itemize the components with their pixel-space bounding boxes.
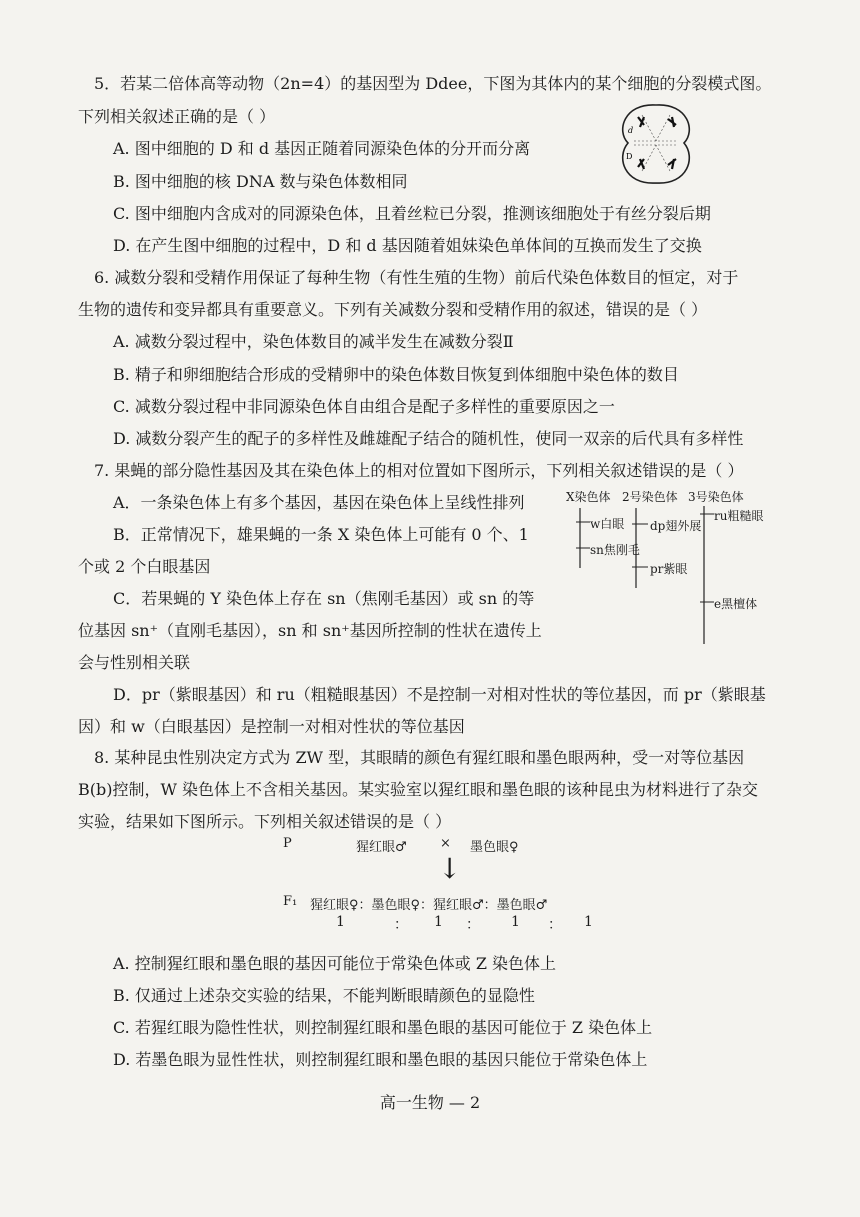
gene-label-d: d [628,126,634,135]
q8-stem-line2: B(b)控制，W 染色体上不含相关基因。某实验室以猩红眼和墨色眼的该种昆虫为材料进行了杂交 [78,780,759,799]
q7-option-d-line1: D．pr（紫眼基因）和 ru（粗糙眼基因）不是控制一对相对性状的等位基因，而 pr（紫眼基 [113,685,766,704]
q6-option-a: A. 减数分裂过程中，染色体数目的减半发生在减数分裂Ⅱ [113,332,514,351]
chrom-3-header: 3号染色体 [688,490,744,504]
gene-label-sn: sn焦刚毛 [590,543,640,557]
gene-label-e: e黑檀体 [714,597,758,611]
chrom-2-header: 2号染色体 [622,490,678,504]
ratio-sep: ： [466,917,480,933]
q8-option-a: A. 控制猩红眼和墨色眼的基因可能位于常染色体或 Z 染色体上 [113,954,557,973]
gene-label-w: w白眼 [590,517,625,531]
q6-stem-line2: 生物的遗传和变异都具有重要意义。下列有关减数分裂和受精作用的叙述，错误的是（ ） [78,300,708,319]
cell-division-diagram [614,101,698,187]
q7-stem: 7. 果蝇的部分隐性基因及其在染色体上的相对位置如下图所示，下列相关叙述错误的是（ ） [94,461,744,480]
q6-option-b: B. 精子和卵细胞结合形成的受精卵中的染色体数目恢复到体细胞中染色体的数目 [113,365,679,384]
ratio-sep: ： [394,917,408,933]
cross-arrow: ↓ [438,852,462,885]
q5-option-d: D. 在产生图中细胞的过程中，D 和 d 基因随着姐妹染色单体间的互换而发生了交换 [113,236,702,255]
gene-label-dp: dp翅外展 [650,519,702,533]
cross-diagram [0,830,860,940]
page-footer: 高一生物 — 2 [379,1093,481,1112]
cross-f1-phenotypes: 猩红眼♀：墨色眼♀：猩红眼♂：墨色眼♂ [310,898,548,913]
chrom-x-header: X染色体 [566,490,611,504]
q7-option-c-line2: 位基因 sn⁺（直刚毛基因），sn 和 sn⁺基因所控制的性状在遗传上 [78,621,542,640]
q5-stem-line1: 5．若某二倍体高等动物（2n=4）的基因型为 Ddee，下图为其体内的某个细胞的分裂模式图。 [94,74,772,93]
gene-label-pr: pr紫眼 [650,562,688,576]
q8-option-c: C. 若猩红眼为隐性性状，则控制猩红眼和墨色眼的基因可能位于 Z 染色体上 [113,1018,653,1037]
cross-p-label: P [283,836,292,851]
q8-option-d: D. 若墨色眼为显性性状，则控制猩红眼和墨色眼的基因只能位于常染色体上 [113,1050,648,1069]
cross-times: × [440,836,451,851]
q7-option-b-line1: B．正常情况下，雄果蝇的一条 X 染色体上可能有 0 个、1 [113,525,529,544]
cross-p-male: 猩红眼♂ [356,840,407,855]
ratio-value: 1 [434,914,443,930]
q6-option-c: C. 减数分裂过程中非同源染色体自由组合是配子多样性的重要原因之一 [113,397,615,416]
ratio-sep: ： [548,917,562,933]
q7-option-d-line2: 因）和 w（白眼基因）是控制一对相对性状的等位基因 [78,717,465,736]
q8-stem-line1: 8. 某种昆虫性别决定方式为 ZW 型，其眼睛的颜色有猩红眼和墨色眼两种，受一对等位基因 [94,748,745,767]
q7-option-c-line3: 会与性别相关联 [78,653,191,672]
q7-option-b-line2: 个或 2 个白眼基因 [78,557,211,576]
q6-option-d: D. 减数分裂产生的配子的多样性及雌雄配子结合的随机性，使同一双亲的后代具有多样性 [113,429,744,448]
ratio-value: 1 [336,914,345,930]
q7-option-c-line1: C．若果蝇的 Y 染色体上存在 sn（焦刚毛基因）或 sn 的等 [113,589,535,608]
ratio-value: 1 [511,914,520,930]
q5-option-a: A. 图中细胞的 D 和 d 基因正随着同源染色体的分开而分离 [113,139,531,158]
q8-option-b: B. 仅通过上述杂交实验的结果，不能判断眼睛颜色的显隐性 [113,986,535,1005]
gene-label-ru: ru粗糙眼 [714,509,764,523]
q5-option-b: B. 图中细胞的核 DNA 数与染色体数相同 [113,172,408,191]
gene-label-D: D [626,152,633,161]
cross-p-female: 墨色眼♀ [470,840,519,855]
ratio-value: 1 [584,914,593,930]
q7-option-a: A．一条染色体上有多个基因，基因在染色体上呈线性排列 [113,493,525,512]
q8-stem-line3: 实验，结果如下图所示。下列相关叙述错误的是（ ） [78,812,452,831]
cross-f1-label: F₁ [283,894,298,909]
q6-stem-line1: 6. 减数分裂和受精作用保证了每种生物（有性生殖的生物）前后代染色体数目的恒定，对于 [94,268,739,287]
q5-option-c: C. 图中细胞内含成对的同源染色体，且着丝粒已分裂，推测该细胞处于有丝分裂后期 [113,204,711,223]
q5-stem-line2: 下列相关叙述正确的是（ ） [78,107,276,126]
chromosome-gene-map [560,488,800,648]
